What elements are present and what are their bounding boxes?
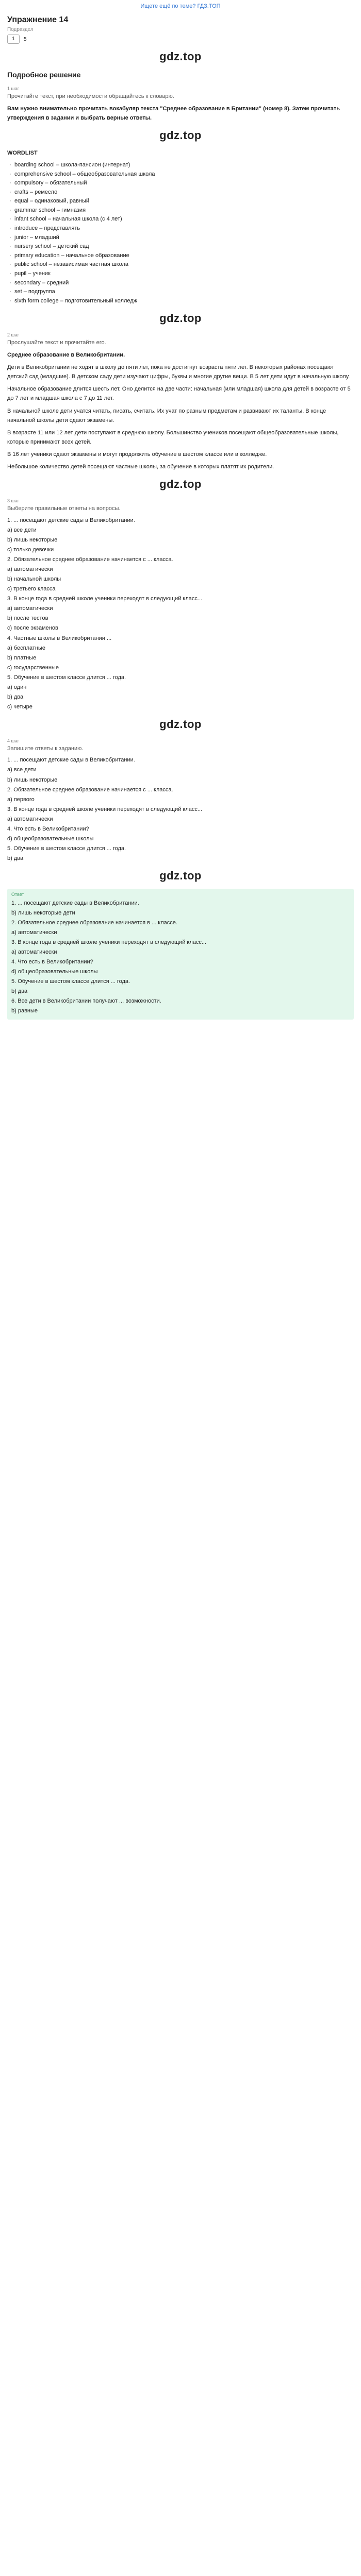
exercise-title: Упражнение 14 <box>7 15 69 24</box>
paragraph: Дети в Великобритании не ходят в школу до пяти лет, пока не достигнут возраста пяти лет. В некоторых районах посещают детский сад (младшие). В детском саду дети изучают цифры, буквы и многие другие вещи. В 5 лет дети идут в начальную школу. <box>7 364 350 380</box>
paragraph: Начальное образование длится шесть лет. Оно делится на две части: начальная (или младшая) школа для детей в возрасте от 5 до 7 лет и младшая школа с 7 до 11 лет. <box>7 386 351 402</box>
list-item: 2. Обязательное среднее образование начинается с ... класса. <box>7 786 173 793</box>
pager-total: 5 <box>24 36 27 42</box>
step2-heading: Среднее образование в Великобритании. <box>7 351 125 358</box>
pager-label: Подраздел <box>7 27 34 32</box>
step1-task: Прочитайте текст, при необходимости обращайтесь к словарю. <box>7 93 174 99</box>
list-item: 4. Частные школы в Великобритании ... <box>7 635 112 641</box>
vocab-item: · crafts – ремесло <box>7 188 354 197</box>
answer-item: b) равные <box>11 1008 38 1014</box>
watermark: gdz.top <box>159 312 202 325</box>
vocab-item: · grammar school – гимназия <box>7 206 354 215</box>
solution-section <box>7 71 354 1020</box>
step1-intro: Вам нужно внимательно прочитать вокабуляр текста "Среднее образование в Британии" (номер 8). Затем прочитать утверждения в задании и выбрать верные ответы. <box>7 105 340 121</box>
vocab-item: · sixth form college – подготовительный колледж <box>7 297 354 306</box>
answer-box <box>7 889 354 1020</box>
paragraph: Небольшое количество детей посещают частные школы, за обучение в которых платят их родители. <box>7 464 274 470</box>
list-item: 5. Обучение в шестом классе длится ... года. <box>7 674 126 681</box>
answer-item: 2. Обязательное среднее образование начинается в ... классе. <box>11 920 177 926</box>
answer-items <box>11 899 350 1016</box>
top-link[interactable]: Ищете ещё по теме? ГДЗ.ТОП <box>140 3 221 9</box>
vocab-item: · junior – младший <box>7 233 354 243</box>
list-item: 5. Обучение в шестом классе длится ... года. <box>7 845 126 852</box>
list-item: d) общеобразовательные школы <box>7 835 94 842</box>
list-item: а) все дети <box>7 767 37 773</box>
answer-item: b) два <box>11 988 28 995</box>
list-item: а) автоматически <box>7 605 53 612</box>
vocab-item: · comprehensive school – общеобразовательная школа <box>7 170 354 179</box>
answer-item: d) общеобразовательные школы <box>11 969 98 975</box>
vocab-item: · primary education – начальное образование <box>7 251 354 261</box>
vocab-list <box>7 161 354 306</box>
pager <box>7 35 354 44</box>
list-item: с) только девочки <box>7 547 54 553</box>
answer-item: 5. Обучение в шестом классе длится ... года. <box>11 978 130 985</box>
vocab-item: · set – подгруппа <box>7 287 354 297</box>
vocab-item: · nursery school – детский сад <box>7 242 354 251</box>
list-item: а) один <box>7 684 27 690</box>
step4-label: 4 шаг <box>7 738 20 743</box>
step2-task: Прослушайте текст и прочитайте его. <box>7 340 106 346</box>
paragraph: В 16 лет ученики сдают экзамены и могут продолжить обучение в шестом классе или в колледже. <box>7 451 267 458</box>
wordlist-title: WORDLIST <box>7 149 38 156</box>
list-item: а) первого <box>7 796 35 803</box>
answer-item: а) автоматически <box>11 949 57 956</box>
answer-item: 6. Все дети в Великобритании получают ... возможности. <box>11 998 161 1005</box>
step3-task: Выберите правильные ответы на вопросы. <box>7 505 121 512</box>
list-item: b) два <box>7 855 24 861</box>
answer-item: 4. Что есть в Великобритании? <box>11 959 93 965</box>
list-item: b) два <box>7 693 24 700</box>
list-item: а) автоматически <box>7 816 53 822</box>
list-item: 1. ... посещают детские сады в Великобритании. <box>7 757 135 764</box>
list-item: b) лишь некоторые <box>7 776 58 783</box>
step2-label: 2 шаг <box>7 332 20 338</box>
step2-paragraphs <box>7 363 354 471</box>
list-item: b) начальной школы <box>7 576 61 583</box>
watermark: gdz.top <box>159 869 202 882</box>
answer-item: 3. В конце года в средней школе ученики переходят в следующий класс... <box>11 939 207 946</box>
list-item: с) после экзаменов <box>7 625 58 632</box>
list-item: а) все дети <box>7 527 37 534</box>
list-item: b) лишь некоторые <box>7 537 58 544</box>
list-item: с) третьего класса <box>7 586 56 592</box>
vocab-item: · compulsory – обязательный <box>7 179 354 188</box>
list-item: 4. Что есть в Великобритании? <box>7 825 89 832</box>
list-item: а) автоматически <box>7 566 53 573</box>
watermark: gdz.top <box>159 717 202 731</box>
list-item: 3. В конце года в средней школе ученики переходят в следующий класс... <box>7 596 203 602</box>
vocab-item: · infant school – начальная школа (с 4 лет) <box>7 215 354 224</box>
step3-items <box>7 516 354 711</box>
vocab-item: · public school – независимая частная школа <box>7 260 354 269</box>
vocab-item: · secondary – средний <box>7 279 354 288</box>
vocab-item: · boarding school – школа-пансион (интернат) <box>7 161 354 170</box>
answer-item: b) лишь некоторые дети <box>11 909 75 916</box>
step4-task: Запишите ответы к заданию. <box>7 745 84 752</box>
list-item: с) государственные <box>7 664 59 671</box>
pager-current-page[interactable]: 1 <box>7 35 20 44</box>
answer-item: 1. ... посещают детские сады в Великобритании. <box>11 900 139 906</box>
list-item: а) бесплатные <box>7 645 46 651</box>
answer-label: Ответ <box>11 891 24 897</box>
step1-label: 1 шаг <box>7 86 20 91</box>
list-item: b) платные <box>7 654 37 661</box>
answer-item: а) автоматически <box>11 929 57 936</box>
list-item: 3. В конце года в средней школе ученики переходят в следующий класс... <box>7 806 203 812</box>
list-item: b) после тестов <box>7 615 48 622</box>
solution-heading: Подробное решение <box>7 71 81 79</box>
watermark: gdz.top <box>159 50 202 63</box>
step4-items <box>7 756 354 863</box>
paragraph: В возрасте 11 или 12 лет дети поступают в среднюю школу. Большинство учеников посещают общеобразовательные школы, которые принимают всех детей. <box>7 429 339 446</box>
list-item: 1. ... посещают детские сады в Великобритании. <box>7 517 135 523</box>
watermark: gdz.top <box>159 478 202 491</box>
watermark: gdz.top <box>159 128 202 142</box>
paragraph: В начальной школе дети учатся читать, писать, считать. Их учат по разным предметам и развивают их таланты. В конце начальной школы дети сдают экзамены. <box>7 408 326 423</box>
vocab-item: · pupil – ученик <box>7 269 354 279</box>
list-item: с) четыре <box>7 703 32 710</box>
step3-label: 3 шаг <box>7 498 20 504</box>
vocab-item: · introduce – представлять <box>7 224 354 233</box>
vocab-item: · equal – одинаковый, равный <box>7 197 354 206</box>
list-item: 2. Обязательное среднее образование начинается с ... класса. <box>7 556 173 563</box>
